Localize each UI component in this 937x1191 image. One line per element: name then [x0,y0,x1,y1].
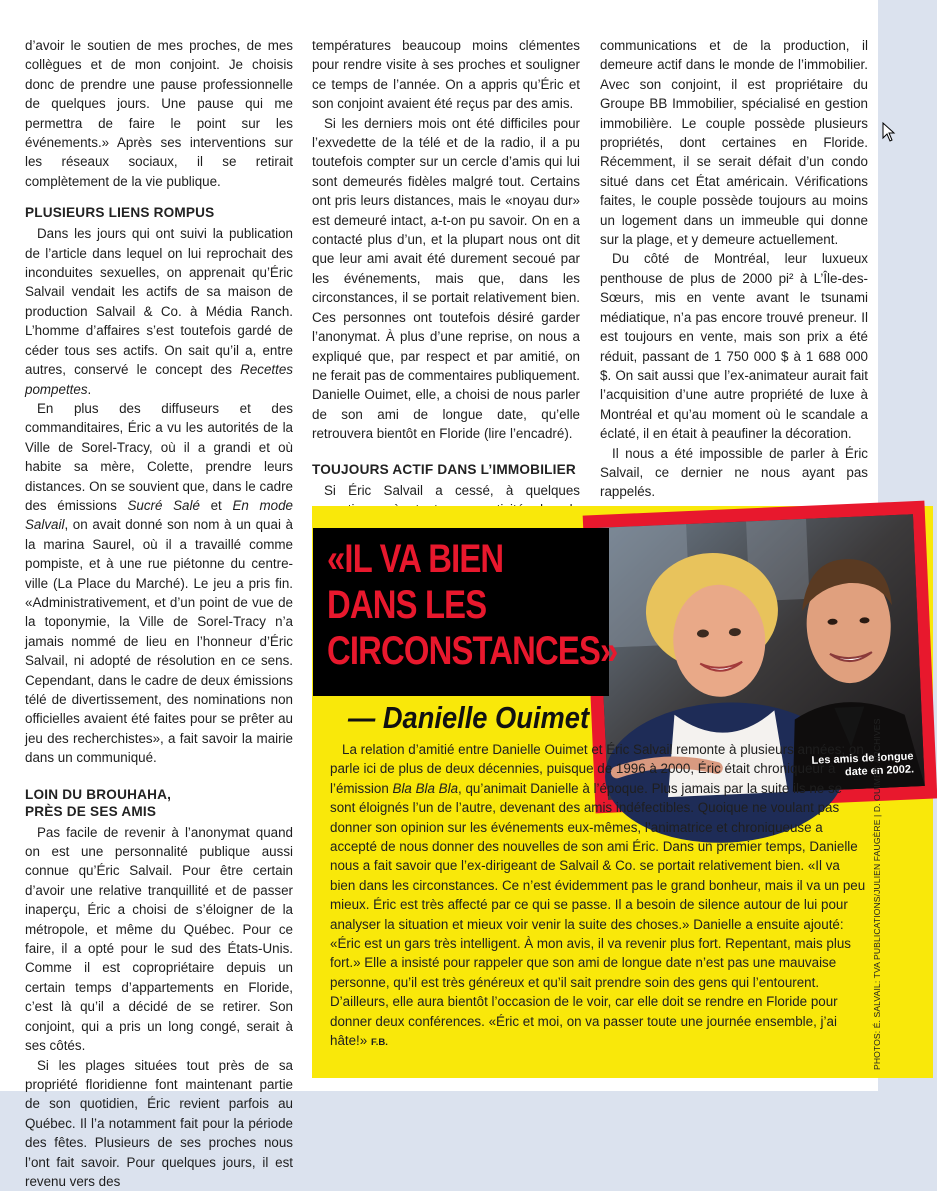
paragraph: Il nous a été impossible de parler à Éric Salvail, ce dernier ne nous ayant pas rappelés. [600,444,868,502]
headline-line: «IL VA BIEN [327,536,558,582]
paragraph: Pas facile de revenir à l’anonymat quand on est une personnalité publique aussi connue qu’Éric Salvail. Pour être certain d’avoir une relative tranquillité et de passer inaperçu, Éric a choisi de s’éloigner de la métropole, et même du Québec. Pour ce faire, il a opté pour le sud des États-Unis. Comme il est copropriétaire depuis un certain temps d’appartements en Floride, c’est là qu’il a décidé de se retirer. Son conjoint, qui a pris un long congé, serait à ses côtés. [25,823,293,1056]
sidebar-text [330,740,868,1053]
article-column-1 [25,36,293,1191]
section-heading: LOIN DU BROUHAHA, PRÈS DE SES AMIS [25,786,293,820]
quote-attribution: — Danielle Ouimet [348,700,589,736]
mouse-cursor-icon [882,122,896,142]
paragraph: d’avoir le soutien de mes proches, de mes collègues et de mon conjoint. Je choisis donc de prendre une pause professionnelle de quelques jours. Une pause qui me permettra de faire le point sur les événements.» Après ses interventions sur les réseaux sociaux, il se retirait complètement de la vie publique. [25,36,293,191]
photo-caption: Les amis de longue date en 2002. [773,750,914,782]
article-column-3 [600,36,868,524]
paragraph: Dans les jours qui ont suivi la publication de l’article dans lequel on lui reprochait des inconduites sexuelles, on apprenait qu’Éric Salvail vendait les actifs de sa maison de production Salvail & Co. à Média Ranch. L’homme d’affaires s’est toutefois gardé de céder tous ses actifs. On sait qu’il a, entre autres, conservé le concept des Recettes pompettes. [25,224,293,399]
headline-line: CIRCONSTANCES» [327,628,558,674]
headline-line: DANS LES [327,582,558,628]
photo-credit: PHOTOS: É. SALVAIL: TVA PUBLICATIONS/JULIEN FAUGÈRE | D. OUIMET: ARCHIVES [872,719,882,1070]
paragraph: La relation d’amitié entre Danielle Ouimet et Éric Salvail remonte à plusieurs années; on parle ici de plus de deux décennies, puisque de 1996 à 2000, Éric était chroniqueur à l’émission Bla Bla Bla, qu’animait Danielle à l’époque. Plus jamais par la suite ils ne se sont éloignés l’un de l’autre, devenant des amis indéfectibles. Quoique ne voulant pas donner son opinion sur les événements eux-mêmes, l’animatrice et chroniqueuse a accepté de nous donner des nouvelles de son ami Éric. Dans un premier temps, Danielle nous a fait savoir que l’ex-dirigeant de Salvail & Co. se portait relativement bien. «Il va bien dans les circonstances. Ce n’est évidemment pas le grand bonheur, mais il va un peu mieux. Éric est très affecté par ce qui se passe. Il a besoin de silence autour de lui pour analyser la situation et mieux voir venir la suite des choses.» Danielle a ensuite ajouté: «Éric est un gars très intelligent. À mon avis, il va revenir plus fort. Repentant, mais plus fort.» Elle a insisté pour rappeler que son ami de longue date n’est pas une mauvaise personne, qu’il est très généreux et qu’il sait prendre soin des gens qui l’entourent. D’ailleurs, elle aura bientôt l’occasion de le voir, car elle doit se rendre en Floride pour donner deux conférences. «Éric et moi, on va passer toute une journée ensemble, j’ai hâte!» F.B. [330,740,868,1053]
paragraph: communications et de la production, il demeure actif dans le monde de l’immobilier. Avec son conjoint, il est propriétaire du Groupe BB Immobilier, spécialisé en gestion immobilière. Le couple possède plusieurs propriétés, dont certaines en Floride. Récemment, il se serait défait d’un condo situé dans cet État américain. Vérifications faites, le couple possède toujours au moins un logement dans un immeuble qui donne sur la plage, et y demeure actuellement. [600,36,868,249]
paragraph: Du côté de Montréal, leur luxueux penthouse de plus de 2000 pi² à L’Île-des-Sœurs, mis en vente avant le tsunami médiatique, n’a pas encore trouvé preneur. Il est toujours en vente, mais son prix a été réduit, passant de 1 750 000 $ à 1 688 000 $. On sait aussi que l’ex-animateur aurait fait l’acquisition d’une autre propriété de luxe à Montréal et qu’au moment où le scandale a éclaté, il en était à peaufiner la décoration. [600,249,868,443]
paragraph: En plus des diffuseurs et des commanditaires, Éric a vu les autorités de la Ville de Sorel-Tracy, où il a grandi et où habite sa mère, Colette, prendre leurs distances. On se souvient que, dans le cadre des émissions Sucré Salé et En mode Salvail, on avait donné son nom à un quai à la marina Saurel, où il a travaillé comme pompiste, et à une rue piétonne du centre-ville (La Place du Marché). Le jeu a pris fin. «Administrativement, et d’un point de vue de la toponymie, la Ville de Sorel-Tracy n’a jamais nommé de lieu en l’honneur d’Éric Salvail, ni adopté de résolution en ce sens. Cependant, dans le cadre de deux émissions télé de divertissement, des nominations non officielles avaient été faites pour se prêter au jeu des recherchistes», a fait savoir la mairie dans un communiqué. [25,399,293,768]
paragraph: Si les derniers mois ont été difficiles pour l’exvedette de la télé et de la radio, il a pu toutefois compter sur un cercle d’amis qui lui sont demeurés fidèles malgré tout. Certains ont pris leurs distances, mais le «noyau dur» est demeuré intact, a-t-on pu savoir. On en a contacté plus d’un, et la plupart nous ont dit que leur ami avait été durement secoué par les événements, mais que, dans les circonstances, il se portait relativement bien. Ces personnes ont toutefois désiré garder l’anonymat. À plus d’une reprise, on nous a expliqué que, par respect et par amitié, on ne ferait pas de commentaires publiquement. Danielle Ouimet, elle, a choisi de nous parler de son ami de longue date, qu’elle retrouvera bientôt en Floride (lire l’encadré). [312,114,580,444]
paragraph: Si Éric Salvail a cessé, à quelques [312,481,580,539]
paragraph: Si les plages situées tout près de sa propriété floridienne font maintenant partie de son quotidien, Éric revient parfois au Québec. Il l’a notamment fait pour la période des fêtes. Plusieurs de ses proches nous l’ont fait savoir. Pour quelques jours, il est revenu vers des [25,1056,293,1191]
author-initials: F.B. [371,1037,388,1048]
section-heading: PLUSIEURS LIENS ROMPUS [25,204,293,221]
article-column-2 [312,36,580,539]
sidebar-headline [313,528,609,696]
paragraph: températures beaucoup moins clémentes pour rendre visite à ses proches et souligner ce temps de l’année. On a appris qu’Éric et son conjoint avaient été reçus par des amis. [312,36,580,114]
section-heading: TOUJOURS ACTIF DANS L’IMMOBILIER [312,461,580,478]
